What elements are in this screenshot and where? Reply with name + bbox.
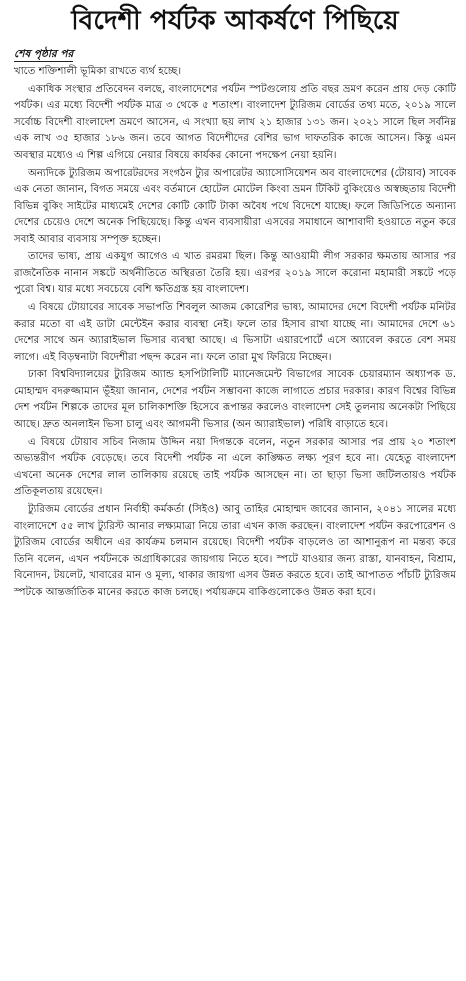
- paragraph: এ বিষয়ে টোয়াব সচিব নিজাম উদ্দিন নয়া দিগন্তকে বলেন, নতুন সরকার আসার পর প্রায় ২০ শতাংশ অভ্যন্তরীণ পর্যটক বেড়েছে। তবে বিদেশী পর্যটক না এলে কাঙ্ক্ষিত লক্ষ্য পূরণ হবে না। যেহেতু বাংলাদেশ এখনো অনেক দেশের লাল তালিকায় রয়েছে তাই পর্যটক আসছেন না। তা ছাড়া ভিসা জটিলতায়ও পর্যটক প্রতিকূলতায় রয়েছেন।: [14, 436, 456, 498]
- paragraph: অন্যদিকে ট্যুরিজম অপারেটরদের সংগঠন ট্যুর অপারেটর অ্যাসোসিয়েশন অব বাংলাদেশের (টোয়াব) সাবেক এক নেতা জানান, বিগত সময়ে এবং বর্তমানে হোটেল মোটেল কিংবা ভ্রমন টিকিট বুকিংয়েও অস্বচ্ছতায় বিদেশী বিভিন্ন বুকিং সাইটের মাধ্যমেই দেশের কোটি কোটি টাকা অবৈধ পথে বিদেশে যাচ্ছে। ফলে জিডিপিতে অন্যান্য দেশের চেয়েও দেশে অনেক পিছিয়েছে। কিন্তু এখন ব্যবসায়ীরা এসবের সমাধানে আশাবাদী হওয়াতে নতুন করে সবাই আবার ব্যবসায় সম্পৃক্ত হচ্ছেন।: [14, 167, 456, 245]
- paragraph: একাধিক সংস্থার প্রতিবেদন বলছে, বাংলাদেশের পর্যটন স্পটগুলোয় প্রতি বছর ভ্রমণ করেন প্রায় দেড় কোটি পর্যটক। এর মধ্যে বিদেশী পর্যটক মাত্র ৩ থেকে ৫ শতাংশ। বাংলাদেশ ট্যুরিজম বোর্ডের তথ্য মতে, ২০১৯ সালে সর্বোচ্চ বিদেশী বাংলাদেশ ভ্রমণে আসেন, এ সংখ্যা ছয় লাখ ২১ হাজার ১৩১ জন। ২০২১ সালে ছিল সর্বনিম্ন এক লাখ ৩৫ হাজার ১৮৬ জন। তবে আগত বিদেশীদের বেশির ভাগ দাফতরিক কাজে আসেন। কিন্তু এমন অবস্থার মধ্যেও এ শিল্প এগিয়ে নেয়ার বিষয়ে কার্যকর কোনো পদক্ষেপ নেয়া হয়নি।: [14, 83, 456, 161]
- paragraph: ট্যুরিজম বোর্ডের প্রধান নির্বাহী কর্মকর্তা (সিইও) আবু তাহির মোহাম্মদ জাবের জানান, ২০৪১ সালের মধ্যে বাংলাদেশে ৫৫ লাখ ট্যুরিস্ট আনার লক্ষ্যমাত্রা নিয়ে তারা এখন কাজ করছেন। বাংলাদেশ পর্যটন করপোরেশন ও ট্যুরিজম বোর্ডের অধীনে এর কার্যক্রম চলমান রয়েছে। বিদেশী পর্যটক বাড়লেও তা আশানুরূপ না মন্তব্য করে তিনি বলেন, এখন পর্যটনকে অগ্রাধিকারের জায়গায় নিতে হবে। স্পটে যাওয়ার জন্য রাস্তা, যানবাহন, বিশ্রাম, বিনোদন, টয়লেট, খাবারের মান ও মূল্য, থাকার জায়গা এসব উন্নত করতে হবে। তাই আপাতত পাঁচটি ট্যুরিজম স্পটকে আন্তর্জাতিক মানের করতে কাজ চলছে। পর্যায়ক্রমে বাকিগুলোকেও উন্নত করা হবে।: [14, 504, 456, 598]
- paragraph: তাদের ভাষ্য, প্রায় একযুগ আগেও এ খাত রমরমা ছিল। কিন্তু আওয়ামী লীগ সরকার ক্ষমতায় আসার পর রাজনৈতিক নানান সঙ্কটে অর্থনীতিতে অস্থিরতা তৈরি হয়। এরপর ২০১৯ সালে করোনা মহামারী সঙ্কটে পড়ে পুরো বিশ্ব। যার মধ্যে সবচেয়ে বেশি ক্ষতিগ্রস্ত হয় বাংলাদেশ।: [14, 251, 456, 296]
- article-body: [14, 64, 456, 601]
- paragraph: এ বিষয়ে টোয়াবের সাবেক সভাপতি শিবলুল আজম কোরেশির ভাষ্য, আমাদের দেশে বিদেশী পর্যটক মনিটর করার মতো বা এই ডাটা মেন্টেইন করার ব্যবস্থা নেই। ফলে তার হিসাব রাখা যাচ্ছে না। আমাদের দেশে ৬১ দেশের সাথে অন অ্যারাইভাল ভিসার ব্যবস্থা আছে। এ ভিসাটা এয়ারপোর্টে এসে অ্যাবেল করতে বেশ সময় লাগে। এই বিড়ম্বনাটা বিদেশীরা পছন্দ করেন না। ফলে তারা মুখ ফিরিয়ে নিচ্ছেন।: [14, 302, 456, 363]
- paragraph: ঢাকা বিশ্ববিদ্যালয়ের ট্যুরিজম অ্যান্ড হসপিটালিটি ম্যানেজমেন্ট বিভাগের সাবেক চেয়ারম্যান অধ্যাপক ড. মোহাম্মদ বদরুজ্জামান ভূঁইয়া জানান, দেশের পর্যটন সম্ভাবনা কাজে লাগাতে প্রচার দরকার। কারণ বিশ্বের বিভিন্ন দেশ পর্যটন শিল্পকে তাদের মূল চালিকাশক্তি হিসেবে রূপান্তর করলেও বাংলাদেশ সেই তুলনায় অনেকটা পিছিয়ে আছে। দ্রুত অনলাইন ভিসা চালু এবং আগমনী ভিসার (অন অ্যারাইভাল) পরিধি বাড়াতে হবে।: [14, 369, 456, 430]
- headline: বিদেশী পর্যটক আকর্ষণে পিছিয়ে: [71, 6, 399, 36]
- paragraph: খাতে শক্তিশালী ভূমিকা রাখতে ব্যর্থ হচ্ছে।: [14, 66, 182, 77]
- continuation-label: শেষ পৃষ্ঠার পর: [14, 48, 74, 60]
